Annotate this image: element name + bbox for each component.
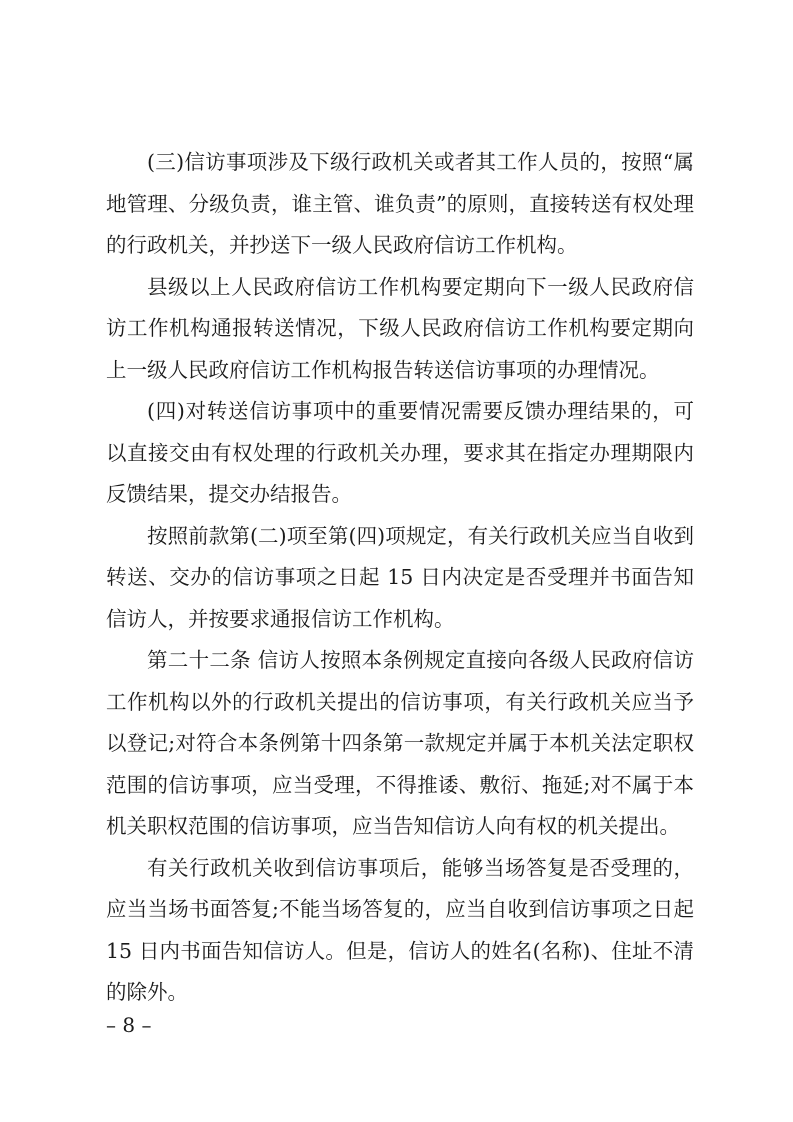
paragraph-2: 县级以上人民政府信访工作机构要定期向下一级人民政府信访工作机构通报转送情况，下级人民政府信访工作机构要定期向上一级人民政府信访工作机构报告转送信访事项的办理情况。 xyxy=(106,274,694,382)
paragraph-1: (三)信访事项涉及下级行政机关或者其工作人员的，按照“属地管理、分级负责，谁主管、谁负责”的原则，直接转送有权处理的行政机关，并抄送下一级人民政府信访工作机构。 xyxy=(106,150,694,257)
paragraph-5: 第二十二条 信访人按照本条例规定直接向各级人民政府信访工作机构以外的行政机关提出的信访事项，有关行政机关应当予以登记;对符合本条例第十四条第一款规定并属于本机关法定职权范围的信访事项，应当受理，不得推诿、敷衍、拖延;对不属于本机关职权范围的信访事项，应当告知信访人向有权的机关提出。 xyxy=(106,648,694,838)
page-number: – 8 – xyxy=(106,1013,152,1037)
paragraph-6: 有关行政机关收到信访事项后，能够当场答复是否受理的，应当当场书面答复;不能当场答复的，应当自收到信访事项之日起 15 日内书面告知信访人。但是，信访人的姓名(名称)、住址不清的除外。 xyxy=(106,855,694,1004)
document-body xyxy=(106,142,694,1014)
paragraph-3: (四)对转送信访事项中的重要情况需要反馈办理结果的，可以直接交由有权处理的行政机关办理，要求其在指定办理期限内反馈结果，提交办结报告。 xyxy=(106,399,694,506)
paragraph-4: 按照前款第(二)项至第(四)项规定，有关行政机关应当自收到转送、交办的信访事项之日起 15 日内决定是否受理并书面告知信访人，并按要求通报信访工作机构。 xyxy=(106,523,694,631)
